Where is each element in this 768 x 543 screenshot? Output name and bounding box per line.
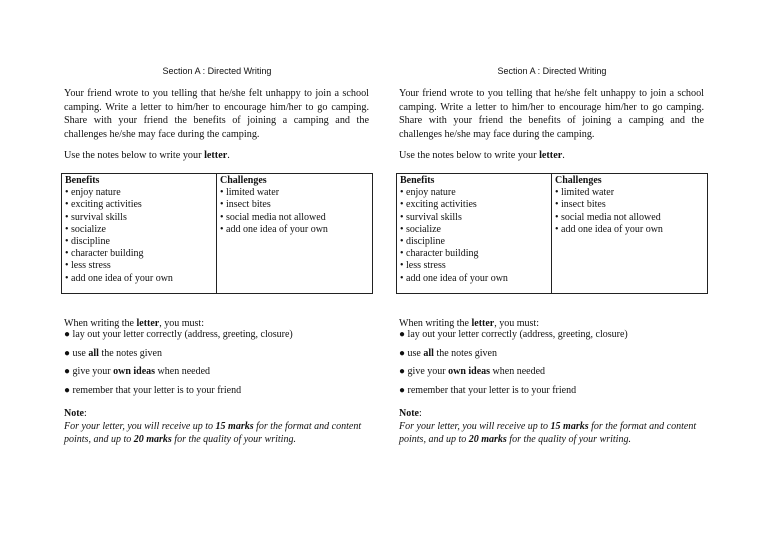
writing-prompt: Your friend wrote to you telling that he/she felt unhappy to join a school camping. Write a letter to him/her to encourage him/her to go camping. Share with your friend the benefits of joining a camping and the challenges he/she may face during the camping. (399, 88, 704, 140)
note-heading-text: Note (64, 408, 84, 419)
requirements-intro-text: When writing the (399, 318, 472, 329)
requirement-text: ● give your (399, 366, 449, 377)
challenges-heading: Challenges (220, 175, 267, 186)
notes-instruction-bold: letter (204, 150, 228, 161)
requirements-list (64, 330, 374, 404)
benefit-item: • enjoy nature (400, 187, 456, 199)
requirement-text-end: when needed (155, 366, 211, 377)
requirement-text: ● use (64, 347, 89, 359)
note-marks-format: 15 marks (215, 421, 254, 432)
benefit-item: • socialize (400, 223, 441, 235)
benefit-item: • discipline (400, 236, 445, 248)
benefit-item: • less stress (400, 260, 446, 272)
challenge-item: • insect bites (220, 199, 271, 211)
note-heading-text: Note (399, 408, 419, 419)
challenge-item: • limited water (555, 187, 615, 199)
requirement-bold: all (88, 347, 99, 359)
benefit-item: • survival skills (65, 211, 127, 223)
note-text: for the quality of your writing. (171, 434, 296, 445)
requirements-intro-end: , you must: (494, 318, 539, 329)
requirement-text: ● use (399, 347, 424, 359)
requirement-item (64, 330, 374, 349)
challenges-column (217, 174, 373, 294)
requirement-item (64, 386, 374, 405)
benefit-item: • exciting activities (65, 199, 142, 211)
challenge-item: • insect bites (555, 199, 606, 211)
note-text: for the format and content points, and up to (64, 421, 362, 445)
notes-instruction (64, 150, 230, 161)
note-text: for the quality of your writing. (506, 434, 631, 445)
requirement-bold: own ideas (113, 366, 156, 377)
benefit-item: • socialize (65, 223, 106, 235)
challenge-item: • limited water (220, 187, 280, 199)
notes-table (396, 173, 708, 294)
requirement-text: ● lay out your letter correctly (address, greeting, closure) (399, 329, 628, 340)
requirement-text: ● remember that your letter is to your friend (399, 384, 577, 396)
note-heading-colon: : (419, 408, 422, 419)
benefits-heading: Benefits (65, 175, 100, 186)
benefits-column (397, 174, 552, 294)
requirements-intro-bold: letter (136, 318, 160, 329)
requirements-list (399, 330, 709, 404)
challenge-item: • add one idea of your own (555, 223, 663, 235)
requirement-bold: all (423, 347, 434, 359)
requirement-text-end: when needed (490, 366, 546, 377)
requirement-item (399, 330, 709, 349)
benefit-item: • less stress (65, 260, 111, 272)
requirement-item (399, 386, 709, 405)
requirement-text: ● remember that your letter is to your friend (64, 384, 242, 396)
note-heading-colon: : (84, 408, 87, 419)
requirement-item (399, 367, 709, 386)
requirement-text: ● give your (64, 366, 114, 377)
note-heading (64, 408, 87, 419)
benefits-heading: Benefits (400, 175, 435, 186)
notes-table (61, 173, 373, 294)
section-title: Section A : Directed Writing (162, 66, 272, 76)
writing-prompt: Your friend wrote to you telling that he/she felt unhappy to join a school camping. Write a letter to him/her to encourage him/her to go camping. Share with your friend the benefits of joining a camping and the challenges he/she may face during the camping. (64, 88, 369, 140)
benefit-item: • add one idea of your own (65, 272, 173, 284)
requirements-intro-end: , you must: (159, 318, 204, 329)
notes-instruction-end: . (562, 150, 565, 161)
note-marks-quality: 20 marks (468, 434, 507, 445)
benefit-item: • character building (65, 248, 144, 260)
requirement-bold: own ideas (448, 366, 491, 377)
note-heading (399, 408, 422, 419)
section-title: Section A : Directed Writing (497, 66, 607, 76)
notes-instruction-bold: letter (539, 150, 563, 161)
note-text: for the format and content points, and up to (399, 421, 697, 445)
notes-instruction-end: . (227, 150, 230, 161)
notes-instruction-text: Use the notes below to write your (399, 150, 540, 161)
note-body (64, 420, 374, 446)
challenge-item: • social media not allowed (555, 211, 661, 223)
requirement-text-end: the notes given (433, 347, 497, 359)
requirement-text-end: the notes given (98, 347, 162, 359)
benefit-item: • discipline (65, 236, 110, 248)
benefits-column (62, 174, 217, 294)
requirements-intro-text: When writing the (64, 318, 137, 329)
note-text: For your letter, you will receive up to (399, 421, 551, 432)
benefit-item: • exciting activities (400, 199, 477, 211)
note-marks-quality: 20 marks (133, 434, 172, 445)
notes-instruction (399, 150, 565, 161)
benefit-item: • character building (400, 248, 479, 260)
requirement-text: ● lay out your letter correctly (address, greeting, closure) (64, 329, 293, 340)
challenges-heading: Challenges (555, 175, 602, 186)
notes-instruction-text: Use the notes below to write your (64, 150, 205, 161)
note-marks-format: 15 marks (550, 421, 589, 432)
challenge-item: • social media not allowed (220, 211, 326, 223)
requirements-intro-bold: letter (471, 318, 495, 329)
requirement-item (64, 349, 374, 368)
requirement-item (64, 367, 374, 386)
challenge-item: • add one idea of your own (220, 223, 328, 235)
note-text: For your letter, you will receive up to (64, 421, 216, 432)
benefit-item: • add one idea of your own (400, 272, 508, 284)
note-body (399, 420, 709, 446)
benefit-item: • enjoy nature (65, 187, 121, 199)
benefit-item: • survival skills (400, 211, 462, 223)
challenges-column (552, 174, 708, 294)
requirement-item (399, 349, 709, 368)
